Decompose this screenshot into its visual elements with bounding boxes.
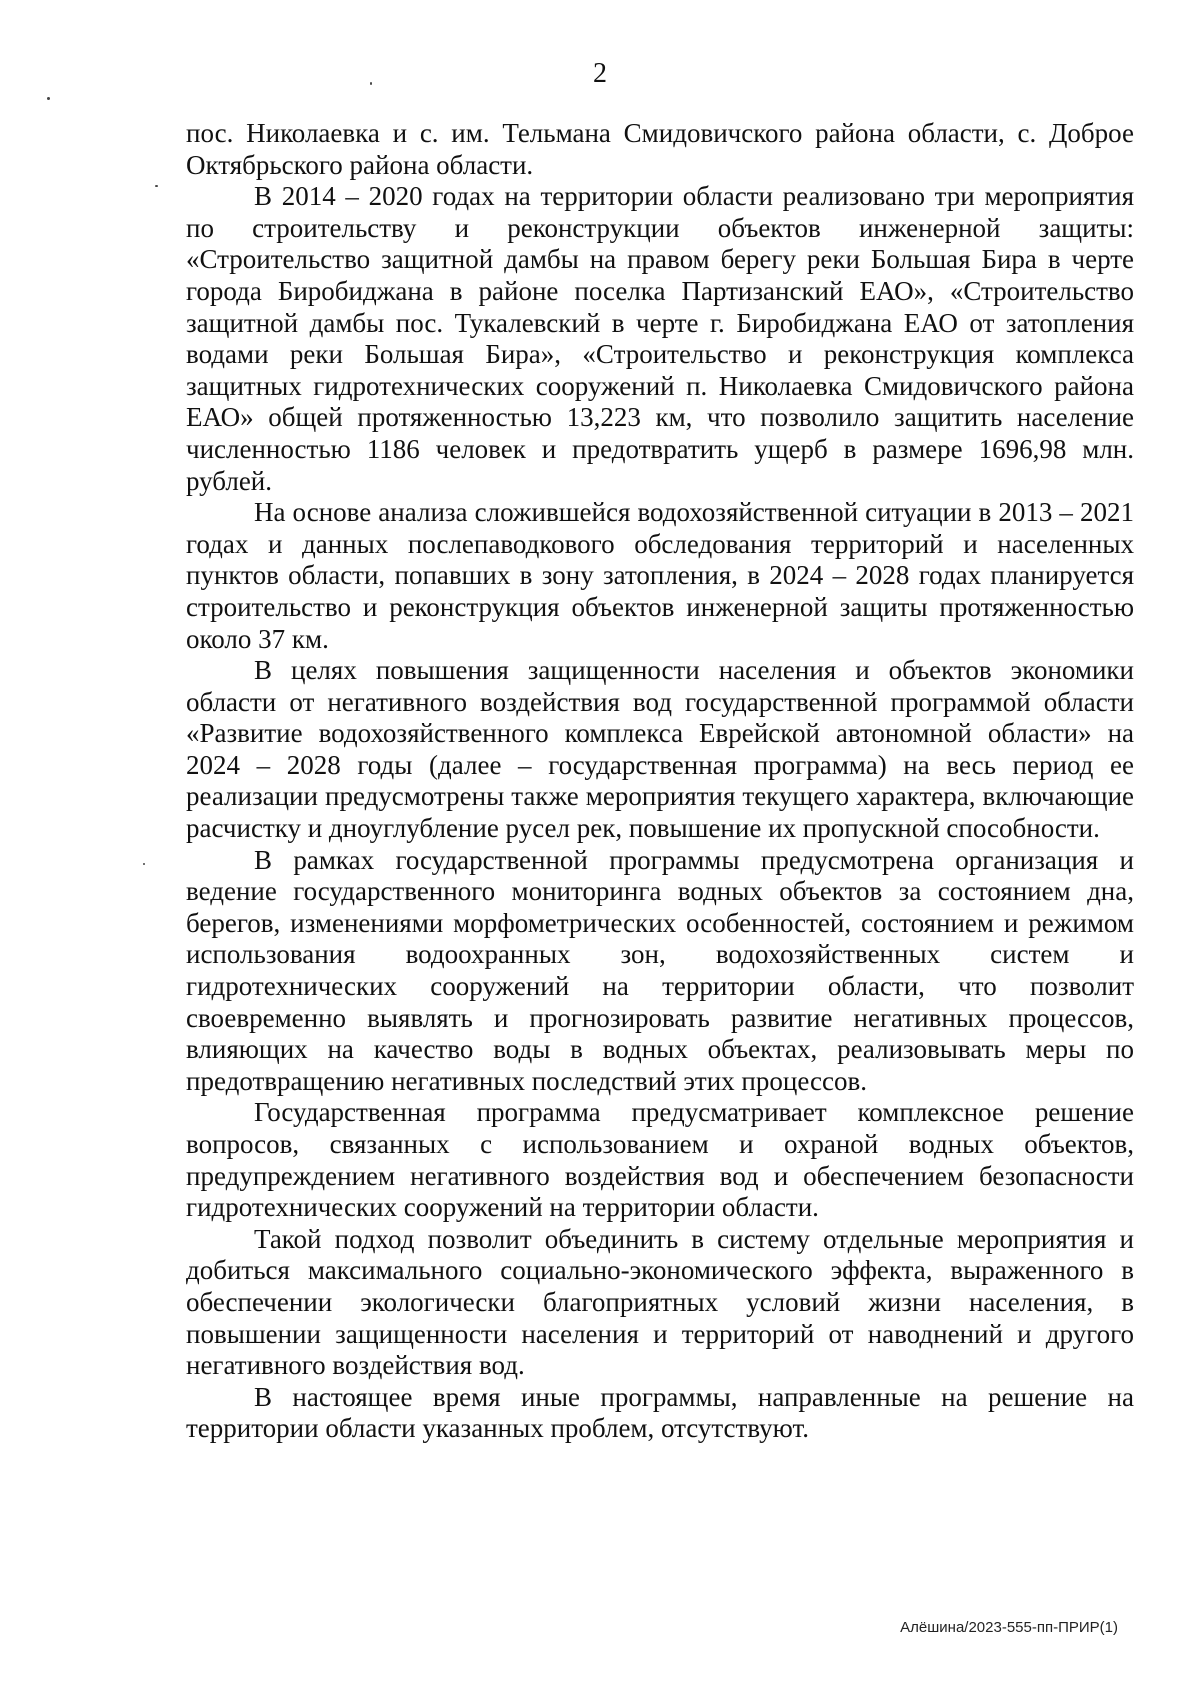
document-reference-footer: Алёшина/2023-555-пп-ПРИР(1) [900, 1619, 1118, 1636]
paragraph: пос. Николаевка и с. им. Тельмана Смидовичского района области, с. Доброе Октябрьского района области. [186, 118, 1134, 180]
scan-speck [47, 97, 50, 100]
scan-speck [155, 185, 158, 187]
paragraph: В целях повышения защищенности населения и объектов экономики области от негативного воздействия вод государственной программой области «Развитие водохозяйственного комплекса Еврейской автономной области» на 2024 – 2028 годы (далее – государственная программа) на весь период ее реализации предусмотрены также мероприятия текущего характера, включающие расчистку и дноуглубление русел рек, повышение их пропускной способности. [186, 655, 1134, 844]
paragraph: На основе анализа сложившейся водохозяйственной ситуации в 2013 – 2021 годах и данных послепаводкового обследования территорий и населенных пунктов области, попавших в зону затопления, в 2024 – 2028 годах планируется строительство и реконструкция объектов инженерной защиты протяженностью около 37 км. [186, 497, 1134, 654]
paragraph: Государственная программа предусматривает комплексное решение вопросов, связанных с использованием и охраной водных объектов, предупреждением негативного воздействия вод и обеспечением безопасности гидротехнических сооружений на территории области. [186, 1097, 1134, 1223]
scan-speck [143, 863, 145, 865]
paragraph: В рамках государственной программы предусмотрена организация и ведение государственного мониторинга водных объектов за состоянием дна, берегов, изменениями морфометрических особенностей, состоянием и режимом использования водоохранных зон, водохозяйственных систем и гидротехнических сооружений на территории области, что позволит своевременно выявлять и прогнозировать развитие негативных процессов, влияющих на качество воды в водных объектах, реализовывать меры по предотвращению негативных последствий этих процессов. [186, 844, 1134, 1096]
paragraph: В 2014 – 2020 годах на территории области реализовано три мероприятия по строительству и реконструкции объектов инженерной защиты: «Строительство защитной дамбы на правом берегу реки Большая Бира в черте города Биробиджана в районе поселка Партизанский ЕАО», «Строительство защитной дамбы пос. Тукалевский в черте г. Биробиджана ЕАО от затопления водами реки Большая Бира», «Строительство и реконструкция комплекса защитных гидротехнических сооружений п. Николаевка Смидовичского района ЕАО» общей протяженностью 13,223 км, что позволило защитить население численностью 1186 человек и предотвратить ущерб в размере 1696,98 млн. рублей. [186, 181, 1134, 496]
scan-speck [370, 82, 372, 85]
paragraph: Такой подход позволит объединить в систему отдельные мероприятия и добиться максимального социально-экономического эффекта, выраженного в обеспечении экологически благоприятных условий жизни населения, в повышении защищенности населения и территорий от наводнений и другого негативного воздействия вод. [186, 1223, 1134, 1381]
paragraph: В настоящее время иные программы, направленные на решение на территории области указанных проблем, отсутствуют. [186, 1381, 1134, 1444]
page-number: 2 [593, 58, 607, 89]
document-body [186, 118, 1134, 1445]
